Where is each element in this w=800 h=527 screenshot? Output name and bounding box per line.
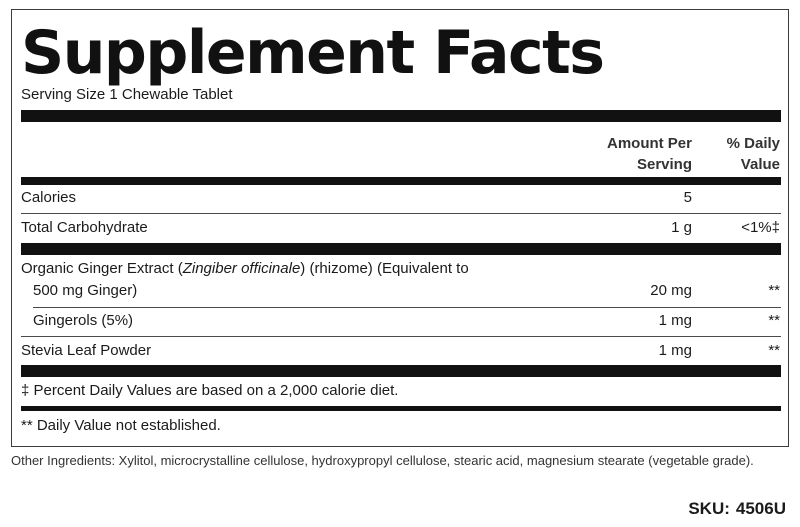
thick-divider bbox=[21, 110, 781, 122]
row-amount-total-carbohydrate: 1 g bbox=[671, 219, 692, 236]
row-amount-gingerols: 1 mg bbox=[658, 312, 692, 329]
sku-label bbox=[688, 498, 786, 520]
row-divider bbox=[21, 336, 781, 337]
row-name-total-carbohydrate: Total Carbohydrate bbox=[21, 219, 148, 236]
header-line: Value bbox=[740, 156, 780, 173]
row-dv-stevia: ** bbox=[768, 342, 780, 359]
footnote-not-established: ** Daily Value not established. bbox=[21, 417, 221, 434]
row-amount-ginger-extract: 20 mg bbox=[650, 282, 692, 299]
footnote-divider bbox=[21, 406, 781, 411]
row-dv-ginger-extract: ** bbox=[768, 282, 780, 299]
row-dv-gingerols: ** bbox=[768, 312, 780, 329]
botanical-name: Zingiber officinale bbox=[182, 260, 301, 277]
thick-divider bbox=[21, 243, 781, 255]
thick-divider bbox=[21, 365, 781, 377]
name-part: ) (rhizome) (Equivalent to bbox=[300, 260, 469, 277]
panel-title: Supplement Facts bbox=[21, 18, 604, 88]
row-name-ginger-extract bbox=[21, 259, 469, 279]
sku-value: 4506U bbox=[735, 499, 786, 518]
row-name-ginger-extract-line2: 500 mg Ginger) bbox=[33, 282, 138, 299]
sku-label-text: SKU: bbox=[688, 499, 730, 518]
header-line: Serving bbox=[636, 156, 692, 173]
row-name-gingerols: Gingerols (5%) bbox=[33, 312, 134, 329]
amount-per-serving-header bbox=[572, 133, 692, 175]
row-divider bbox=[33, 307, 781, 308]
row-divider bbox=[21, 213, 781, 214]
footnote-daily-value: ‡ Percent Daily Values are based on a 2,000 calorie diet. bbox=[21, 382, 399, 399]
other-ingredients: Other Ingredients: Xylitol, microcrystalline cellulose, hydroxypropyl cellulose, stearic acid, magnesium stearate (vegetable grade). bbox=[11, 453, 754, 468]
name-part: Organic Ginger Extract ( bbox=[21, 260, 183, 277]
row-name-calories: Calories bbox=[21, 189, 77, 206]
row-amount-calories: 5 bbox=[683, 189, 692, 206]
daily-value-header bbox=[690, 133, 780, 175]
supplement-facts-panel bbox=[11, 9, 789, 447]
header-divider bbox=[21, 177, 781, 185]
row-amount-stevia: 1 mg bbox=[658, 342, 692, 359]
header-line: % Daily bbox=[726, 135, 780, 152]
header-line: Amount Per bbox=[606, 135, 692, 152]
row-name-stevia: Stevia Leaf Powder bbox=[21, 342, 152, 359]
serving-size: Serving Size 1 Chewable Tablet bbox=[21, 86, 233, 103]
row-dv-total-carbohydrate: <1%‡ bbox=[741, 219, 780, 236]
